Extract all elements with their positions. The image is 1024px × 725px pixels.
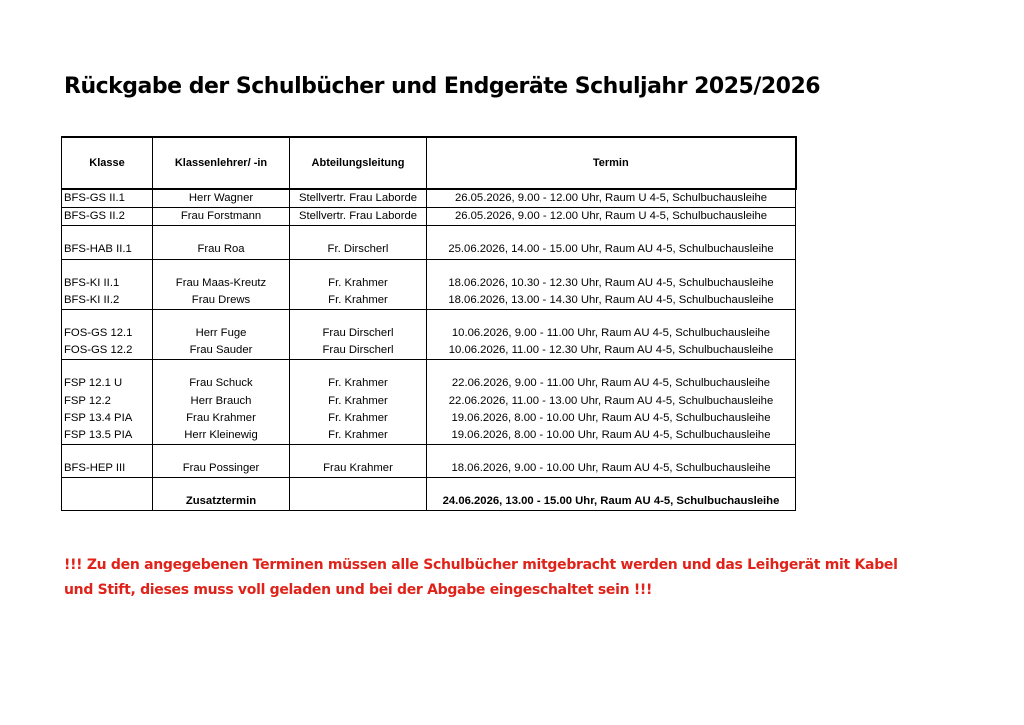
spacer-row	[62, 478, 796, 494]
notice-line-2: und Stift, dieses muss voll geladen und bei der Abgabe eingeschaltet sein !!!	[64, 582, 653, 598]
cell-abteilungsleitung: Frau Krahmer	[290, 460, 427, 478]
cell-klasse: BFS-HEP III	[62, 460, 153, 478]
header-abteilungsleitung: Abteilungsleitung	[290, 137, 427, 189]
cell-termin: 18.06.2026, 10.30 - 12.30 Uhr, Raum AU 4-5, Schulbuchausleihe	[427, 275, 796, 292]
cell-klassenlehrer: Frau Possinger	[153, 460, 290, 478]
cell-abteilungsleitung: Fr. Dirscherl	[290, 241, 427, 259]
cell-klasse: BFS-HAB II.1	[62, 241, 153, 259]
cell-klassenlehrer: Herr Wagner	[153, 189, 290, 208]
cell-termin: 19.06.2026, 8.00 - 10.00 Uhr, Raum AU 4-5, Schulbuchausleihe	[427, 410, 796, 427]
table-row	[62, 342, 796, 360]
cell-klassenlehrer: Herr Kleinewig	[153, 427, 290, 445]
cell-termin: 22.06.2026, 11.00 - 13.00 Uhr, Raum AU 4-5, Schulbuchausleihe	[427, 393, 796, 410]
table-row	[62, 208, 796, 226]
cell-termin: 26.05.2026, 9.00 - 12.00 Uhr, Raum U 4-5, Schulbuchausleihe	[427, 208, 796, 226]
schedule-table	[61, 136, 797, 511]
cell-klasse: FOS-GS 12.2	[62, 342, 153, 360]
cell-klassenlehrer: Frau Roa	[153, 241, 290, 259]
cell-termin: 10.06.2026, 11.00 - 12.30 Uhr, Raum AU 4-5, Schulbuchausleihe	[427, 342, 796, 360]
table-row	[62, 275, 796, 292]
table-row	[62, 375, 796, 392]
cell-abteilungsleitung: Fr. Krahmer	[290, 393, 427, 410]
cell-abteilungsleitung: Stellvertr. Frau Laborde	[290, 189, 427, 208]
spacer-row	[62, 226, 796, 242]
spacer-row	[62, 445, 796, 461]
cell-zusatztermin-label: Zusatztermin	[153, 493, 290, 511]
cell-klassenlehrer: Frau Schuck	[153, 375, 290, 392]
cell-klassenlehrer: Frau Krahmer	[153, 410, 290, 427]
table-row	[62, 325, 796, 342]
cell-klassenlehrer: Frau Drews	[153, 292, 290, 310]
page-title: Rückgabe der Schulbücher und Endgeräte Schuljahr 2025/2026	[64, 74, 821, 99]
cell-termin: 19.06.2026, 8.00 - 10.00 Uhr, Raum AU 4-5, Schulbuchausleihe	[427, 427, 796, 445]
cell-klasse: BFS-GS II.1	[62, 189, 153, 208]
cell-abteilungsleitung: Stellvertr. Frau Laborde	[290, 208, 427, 226]
cell-termin: 18.06.2026, 9.00 - 10.00 Uhr, Raum AU 4-5, Schulbuchausleihe	[427, 460, 796, 478]
table-row	[62, 427, 796, 445]
cell-klasse: FSP 13.4 PIA	[62, 410, 153, 427]
cell-abteilungsleitung: Fr. Krahmer	[290, 275, 427, 292]
table-row	[62, 393, 796, 410]
cell-klasse: BFS-KI II.2	[62, 292, 153, 310]
cell-termin: 22.06.2026, 9.00 - 11.00 Uhr, Raum AU 4-5, Schulbuchausleihe	[427, 375, 796, 392]
cell-klasse: FOS-GS 12.1	[62, 325, 153, 342]
cell-abteilungsleitung	[290, 493, 427, 511]
cell-termin: 25.06.2026, 14.00 - 15.00 Uhr, Raum AU 4-5, Schulbuchausleihe	[427, 241, 796, 259]
cell-klassenlehrer: Frau Forstmann	[153, 208, 290, 226]
cell-termin: 10.06.2026, 9.00 - 11.00 Uhr, Raum AU 4-5, Schulbuchausleihe	[427, 325, 796, 342]
cell-klasse: FSP 13.5 PIA	[62, 427, 153, 445]
cell-klassenlehrer: Herr Fuge	[153, 325, 290, 342]
cell-abteilungsleitung: Fr. Krahmer	[290, 375, 427, 392]
spacer-row	[62, 259, 796, 275]
cell-zusatztermin: 24.06.2026, 13.00 - 15.00 Uhr, Raum AU 4-5, Schulbuchausleihe	[427, 493, 796, 511]
table-row	[62, 410, 796, 427]
header-klasse: Klasse	[62, 137, 153, 189]
table-row	[62, 292, 796, 310]
table-header-row	[62, 137, 796, 189]
cell-klassenlehrer: Frau Maas-Kreutz	[153, 275, 290, 292]
table-row	[62, 460, 796, 478]
extra-appointment-row	[62, 493, 796, 511]
header-klassenlehrer: Klassenlehrer/ -in	[153, 137, 290, 189]
spacer-row	[62, 309, 796, 325]
header-termin: Termin	[427, 137, 796, 189]
notice-line-1: !!! Zu den angegebenen Terminen müssen alle Schulbücher mitgebracht werden und das Leihgerät mit Kabel	[64, 557, 898, 573]
cell-klasse: FSP 12.2	[62, 393, 153, 410]
cell-abteilungsleitung: Fr. Krahmer	[290, 427, 427, 445]
spacer-row	[62, 360, 796, 376]
cell-klassenlehrer: Herr Brauch	[153, 393, 290, 410]
table-row	[62, 241, 796, 259]
cell-abteilungsleitung: Frau Dirscherl	[290, 325, 427, 342]
cell-klasse	[62, 493, 153, 511]
cell-klasse: BFS-KI II.1	[62, 275, 153, 292]
cell-klasse: BFS-GS II.2	[62, 208, 153, 226]
table-row	[62, 189, 796, 208]
cell-abteilungsleitung: Frau Dirscherl	[290, 342, 427, 360]
cell-klasse: FSP 12.1 U	[62, 375, 153, 392]
cell-abteilungsleitung: Fr. Krahmer	[290, 410, 427, 427]
cell-klassenlehrer: Frau Sauder	[153, 342, 290, 360]
cell-termin: 18.06.2026, 13.00 - 14.30 Uhr, Raum AU 4-5, Schulbuchausleihe	[427, 292, 796, 310]
cell-abteilungsleitung: Fr. Krahmer	[290, 292, 427, 310]
cell-termin: 26.05.2026, 9.00 - 12.00 Uhr, Raum U 4-5, Schulbuchausleihe	[427, 189, 796, 208]
